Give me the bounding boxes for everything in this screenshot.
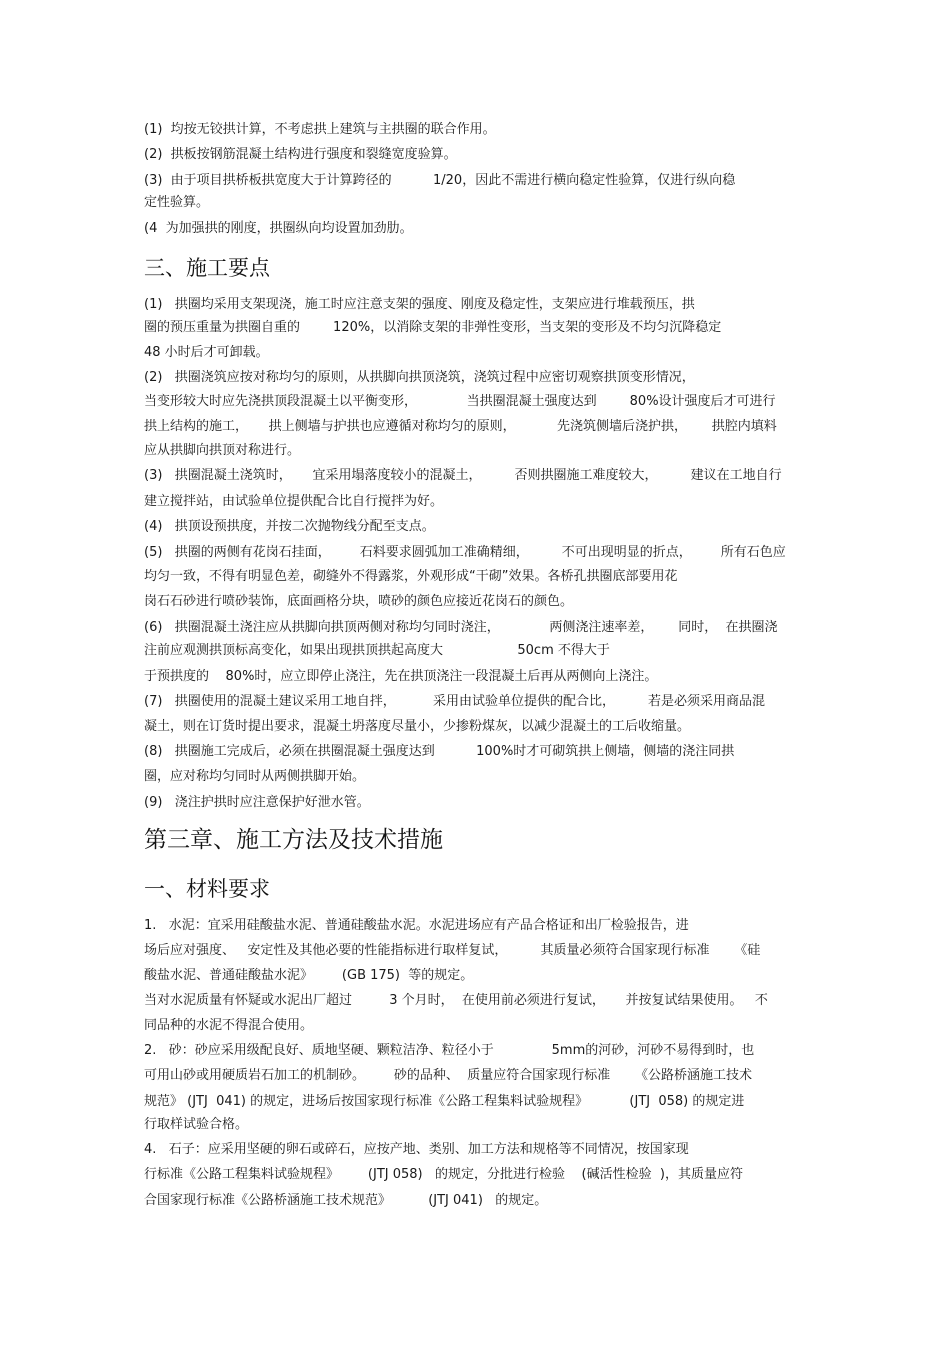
design-note-3: (3) 由于项目拱桥板拱宽度大于计算跨径的 1/20，因此不需进行横向稳定性验算，仅进行纵向稳: [144, 173, 736, 188]
construction-line: (8) 拱圈施工完成后，必须在拱圈混凝土强度达到 100%时才可砌筑拱上侧墙，侧墙的浇注同拱: [144, 744, 735, 759]
construction-line: (2) 拱圈浇筑应按对称均匀的原则，从拱脚向拱顶浇筑，浇筑过程中应密切观察拱顶变形情况，: [144, 370, 695, 385]
construction-line: 凝土，则在订货时提出要求，混凝土坍落度尽量小，少掺粉煤灰，以减少混凝土的工后收缩量。: [144, 719, 691, 734]
construction-line: (5) 拱圈的两侧有花岗石挂面， 石料要求圆弧加工准确精细， 不可出现明显的折点， 所有石色应: [144, 545, 786, 560]
material-line: 1. 水泥：宜采用硅酸盐水泥、普通硅酸盐水泥。水泥进场应有产品合格证和出厂检验报告，进: [144, 918, 689, 933]
section-title-material-requirements: 一、材料要求: [144, 877, 270, 901]
construction-line: 建立搅拌站，由试验单位提供配合比自行搅拌为好。: [144, 494, 444, 509]
material-line: 酸盐水泥、普通硅酸盐水泥》 (GB 175) 等的规定。: [144, 968, 474, 983]
material-line: 行标准《公路工程集料试验规程》 (JTJ 058) 的规定，分批进行检验 (碱活性检验 )，其质量应符: [144, 1167, 743, 1182]
construction-line: 圈，应对称均匀同时从两侧拱脚开始。: [144, 769, 366, 784]
design-note-3-cont: 定性验算。: [144, 195, 210, 210]
design-note-2: (2) 拱板按钢筋混凝土结构进行强度和裂缝宽度验算。: [144, 147, 457, 162]
construction-line: 均匀一致，不得有明显色差，砌缝外不得露浆，外观形成“干砌”效果。各桥孔拱圈底部要用花: [144, 569, 678, 584]
material-line: 合国家现行标准《公路桥涵施工技术规范》 (JTJ 041) 的规定。: [144, 1193, 548, 1208]
construction-line: (4) 拱顶设预拱度，并按二次抛物线分配至支点。: [144, 519, 435, 534]
construction-line: (6) 拱圈混凝土浇注应从拱脚向拱顶两侧对称均匀同时浇注， 两侧浇注速率差， 同时， 在拱圈浇: [144, 620, 778, 635]
chapter-title: 第三章、施工方法及技术措施: [144, 827, 443, 853]
material-line: 行取样试验合格。: [144, 1117, 249, 1132]
design-note-4: (4 为加强拱的刚度，拱圈纵向均设置加劲肋。: [144, 221, 413, 236]
construction-line: 圈的预压重量为拱圈自重的 120%，以消除支架的非弹性变形，当支架的变形及不均匀沉降稳定: [144, 320, 722, 335]
construction-line: (7) 拱圈使用的混凝土建议采用工地自拌， 采用由试验单位提供的配合比， 若是必须采用商品混: [144, 694, 766, 709]
construction-line: 拱上结构的施工， 拱上侧墙与护拱也应遵循对称均匀的原则， 先浇筑侧墙后浇护拱， 拱腔内填料: [144, 419, 777, 434]
material-line: 场后应对强度、 安定性及其他必要的性能指标进行取样复试， 其质量必须符合国家现行标准 《硅: [144, 943, 761, 958]
construction-line: 当变形较大时应先浇拱顶段混凝土以平衡变形， 当拱圈混凝土强度达到 80%设计强度后才可进行: [144, 394, 776, 409]
construction-line: 于预拱度的 80%时，应立即停止浇注，先在拱顶浇注一段混凝土后再从两侧向上浇注。: [144, 669, 658, 684]
construction-line: 注前应观测拱顶标高变化，如果出现拱顶拱起高度大 50cm 不得大于: [144, 643, 610, 658]
material-line: 可用山砂或用硬质岩石加工的机制砂。 砂的品种、 质量应符合国家现行标准 《公路桥涵施工技术: [144, 1068, 752, 1083]
material-line: 同品种的水泥不得混合使用。: [144, 1018, 314, 1033]
design-note-1: (1) 均按无铰拱计算，不考虑拱上建筑与主拱圈的联合作用。: [144, 122, 496, 137]
section-title-construction-points: 三、施工要点: [144, 256, 270, 280]
construction-line: 48 小时后才可卸载。: [144, 345, 269, 360]
material-line: 规范》 (JTJ 041) 的规定，进场后按国家现行标准《公路工程集料试验规程》 (JTJ 058) 的规定进: [144, 1094, 745, 1109]
construction-line: 应从拱脚向拱顶对称进行。: [144, 443, 301, 458]
construction-line: (1) 拱圈均采用支架现浇，施工时应注意支架的强度、刚度及稳定性，支架应进行堆载预压，拱: [144, 297, 695, 312]
construction-line: (3) 拱圈混凝土浇筑时， 宜采用塌落度较小的混凝土， 否则拱圈施工难度较大， 建议在工地自行: [144, 468, 782, 483]
material-line: 4. 石子：应采用坚硬的卵石或碎石，应按产地、类别、加工方法和规格等不同情况，按国家现: [144, 1142, 689, 1157]
material-line: 当对水泥质量有怀疑或水泥出厂超过 3 个月时， 在使用前必须进行复试， 并按复试结果使用。 不: [144, 993, 768, 1008]
construction-line: 岗石石砂进行喷砂装饰，底面画格分块，喷砂的颜色应接近花岗石的颜色。: [144, 594, 574, 609]
construction-line: (9) 浇注护拱时应注意保护好泄水管。: [144, 795, 370, 810]
material-line: 2. 砂：砂应采用级配良好、质地坚硬、颗粒洁净、粒径小于 5mm的河砂，河砂不易得到时，也: [144, 1043, 755, 1058]
